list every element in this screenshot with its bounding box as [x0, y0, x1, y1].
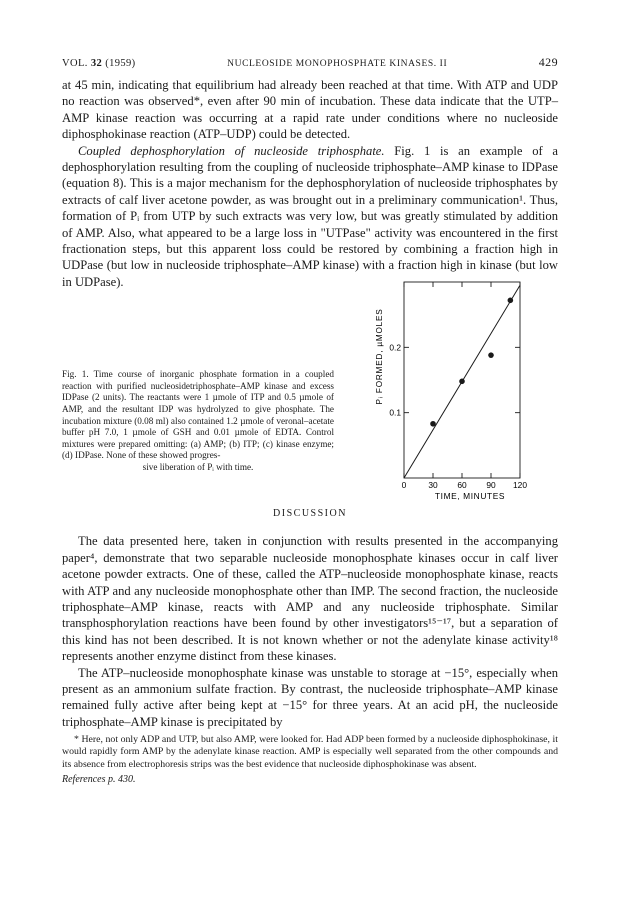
figure-caption-text: Fig. 1. Time course of inorganic phosphate formation in a coupled reaction with purified nucleosidetriphosphate–AMP kinase and excess IDPase (2 units). The reactants were 1 µmole of ITP and 0.5 µmole of AMP, and the resultant IDP was hydrolyzed to give phosphate. The incubation mixture (0.08 ml) also contained 1.2 µmole of veronal–acetate buffer pH 7.0, 1 µmole of GSH and 0.01 µmole of EDTA. Control mixtures were prepared omitting: (a) AMP; (b) ITP; (c) kinase enzyme; (d) IDPase. None of these showed progres- — [62, 369, 334, 461]
x-tick-label: 60 — [457, 480, 467, 491]
footnote-text: * Here, not only ADP and UTP, but also AMP, were looked for. Had ADP been formed by a nucleoside diphosphokinase, it would rapidly form AMP by the adenylate kinase reaction. AMP is especially well separated from the other compounds and its absence from electrophoresis strips was the best evidence that nucleoside diphosphokinase was absent. — [62, 734, 558, 770]
figure-chart — [364, 278, 564, 504]
figure-caption-last-line: sive liberation of Pᵢ with time. — [142, 462, 254, 473]
data-point — [430, 421, 436, 427]
references-note: References p. 430. — [62, 773, 136, 785]
footnote — [62, 734, 558, 771]
paragraph-4: The ATP–nucleoside monophosphate kinase was unstable to storage at −15°, especially when present as an ammonium sulfate fraction. By contrast, the nucleoside triphosphate–AMP kinase remained fully active after being kept at −15° for three years. At an acid pH, the nucleoside triphosphate–AMP kinase is precipitated by — [62, 665, 558, 729]
figure-caption — [62, 369, 334, 494]
x-tick-label: 0 — [401, 480, 407, 491]
paragraph-2-text: Fig. 1 is an example of a dephosphorylation resulting from the coupling of nucleoside triphosphate–AMP kinase to IDPase (equation 8). This is a major mechanism for the dephosphorylation of nucleoside triphosphates by extracts of calf liver acetone powder, as was brought out in a preliminary communication¹. Thus, formation of Pᵢ from UTP by such extracts was very low, but was greatly stimulated by addition of AMP. Also, what appeared to be a large loss in "UTPase" activity was encountered in the first fractionation steps, but this apparent loss could be restored by combining a fraction high in UDPase (but low in nucleoside triphosphate–AMP kinase) with a fraction high in kinase (but low in UDPase). — [62, 143, 559, 289]
paragraph-2-heading: Coupled dephosphorylation of nucleoside triphosphate. — [78, 143, 385, 158]
x-tick-label: 120 — [513, 480, 527, 491]
data-point — [459, 379, 465, 385]
running-title: NUCLEOSIDE MONOPHOSPHATE KINASES. II — [227, 59, 448, 69]
paragraph-3: The data presented here, taken in conjunction with results presented in the accompanying paper⁴, demonstrate that two separable nucleoside monophosphate kinases occur in calf liver acetone powder extracts. One of these, called the ATP–nucleoside monophosphate kinase, reacts with ATP and any nucleoside monophosphate other than IMP. The second fraction, the nucleoside triphosphate–AMP kinase, reacts with AMP and any nucleoside triphosphate. Similar transphosphorylation reactions have been found by other investigators¹⁵⁻¹⁷, but a separation of this kind has not been described. It is not known whether or not the adenylate kinase activity¹⁸ represents another enzyme distinct from these kinases. — [62, 534, 558, 664]
x-axis-ticks — [402, 282, 528, 490]
volume-info — [62, 58, 136, 69]
y-tick-label: 0.2 — [389, 342, 401, 353]
x-axis-label: TIME, MINUTES — [434, 491, 506, 502]
paragraph-1: at 45 min, indicating that equilibrium had already been reached at that time. With ATP and UDP no reaction was observed*, even after 90 min of incubation. These data indicate that the UTP–AMP kinase reaction was occurring at a rapid rate under conditions where no nucleoside diphosphokinase reaction (ATP–UDP) could be detected. — [62, 78, 558, 142]
x-tick-label: 30 — [428, 480, 438, 491]
y-axis-ticks — [389, 343, 520, 418]
volume-year: (1959) — [105, 58, 136, 69]
y-tick-label: 0.1 — [389, 407, 401, 418]
chart-svg — [364, 278, 564, 504]
volume-number: 32 — [90, 58, 103, 69]
volume-label: VOL. — [62, 58, 88, 69]
data-point — [508, 298, 514, 304]
figure-1 — [62, 294, 558, 502]
x-tick-label: 90 — [486, 480, 496, 491]
paper-page — [62, 55, 558, 785]
discussion-heading: DISCUSSION — [273, 508, 347, 520]
data-point — [488, 353, 494, 359]
y-axis-label: Pᵢ FORMED, µMOLES — [375, 308, 384, 405]
running-header — [62, 55, 558, 77]
paragraph-2 — [62, 143, 558, 291]
page-number: 429 — [538, 55, 558, 69]
